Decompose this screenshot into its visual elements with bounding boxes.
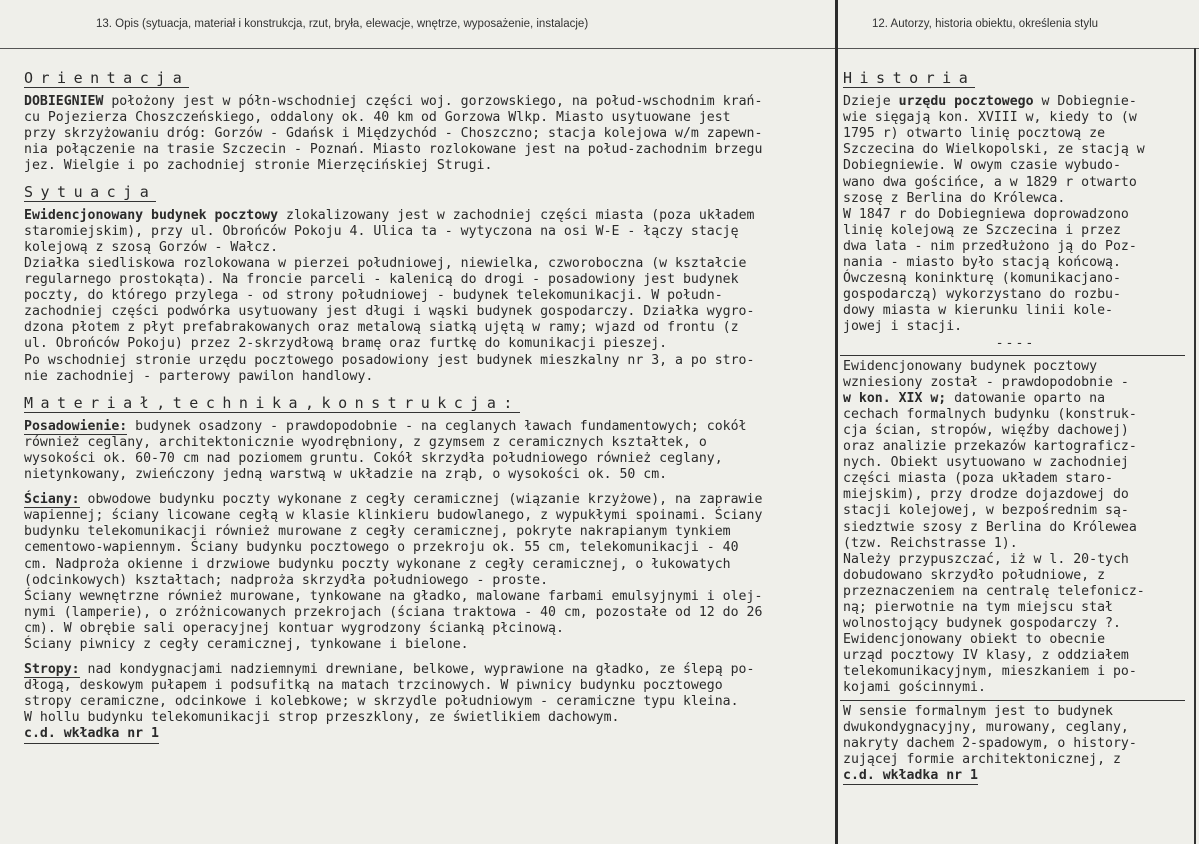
text-line: regularnego prostokąta). Na froncie parceli - kalenicą do drogi - posadowiony jest budynek <box>24 272 739 288</box>
text-line: 1795 r) otwarto linię pocztową ze <box>843 126 1106 142</box>
text-line: Działka siedliskowa rozlokowana w pierzei południowej, niewielka, czworoboczna (w kształcie <box>24 255 747 271</box>
left-column-header: 13. Opis (sytuacja, materiał i konstrukcja, rzut, bryła, elewacje, wnętrze, wyposażenie, instalacje) <box>96 18 589 30</box>
posadowienie-text <box>24 419 824 483</box>
post-office-label: urzędu pocztowego <box>898 94 1034 110</box>
text-line: Należy przypuszczać, iż w l. 20-tych <box>843 551 1129 567</box>
text-line: dzona płotem z płyt prefabrakowanych oraz metalową siatką ujętą w ramy; wjazd od frontu (z <box>24 320 739 336</box>
town-name: DOBIEGNIEW <box>24 94 104 110</box>
text-fragment: Dzieje <box>843 94 899 110</box>
continuation-note-right: c.d. wkładka nr 1 <box>843 768 978 785</box>
text-line: wie sięgają kon. XVIII w, kiedy to (w <box>843 110 1137 126</box>
text-line: szosę z Berlina do Królewca. <box>843 190 1066 206</box>
text-line: nad kondygnacjami nadziemnymi drewniane, belkowe, wyprawione na gładko, ze ślepą po- <box>79 662 755 678</box>
text-fragment: w Dobiegnie- <box>1033 94 1137 110</box>
text-line: nakryty dachem 2-spadowym, o history- <box>843 735 1137 751</box>
text-line: zującej formie architektonicznej, z <box>843 751 1121 767</box>
text-line: cementowo-wapiennym. Ściany budynku pocztowego o przekroju ok. 55 cm, telekomunikacji - 40 <box>24 540 739 556</box>
text-line: staromiejskim), przy ul. Obrońców Pokoju 4. Ulica ta - wytyczona na osi W-E - łączy stację <box>24 223 739 239</box>
sciany-label: Ściany: <box>24 492 80 508</box>
separator-rule <box>840 700 1185 701</box>
column-divider <box>835 0 838 844</box>
orientacja-text <box>24 94 824 174</box>
text-line: wysokości ok. 60-70 cm nad poziomem gruntu. Cokół skrzydła południowego również ceglany, <box>24 450 723 466</box>
text-line: oraz analizie przekazów kartograficz- <box>843 439 1137 455</box>
posadowienie-label: Posadowienie: <box>24 418 128 434</box>
text-line: poczty, do którego przylega - od strony południowej - budynek telekomunikacji. W połudn- <box>24 288 723 304</box>
text-line: Ściany piwnicy z cegły ceramicznej, tynkowane i bielone. <box>24 637 469 652</box>
text-line: części miasta (poza układem staro- <box>843 471 1113 487</box>
text-line: cja ścian, stropów, więźby dachowej) <box>843 422 1129 438</box>
text-line: ul. Obrońców Pokoju) przez 2-skrzydłową bramę oraz furtkę do komunikacji pieszej. <box>24 336 668 352</box>
historia-text <box>843 94 1188 785</box>
text-line: telekomunikacyjnym, mieszkaniem i po- <box>843 664 1137 680</box>
description-column <box>24 70 824 744</box>
text-line: gospodarczą) wykorzystano do rozbu- <box>843 287 1121 303</box>
text-line: zachodniej części podwórka usytuowany jest długi i wąski budynek gospodarczy. Działka wygro- <box>24 304 755 320</box>
text-line: nych. Obiekt usytuowano w zachodniej <box>843 455 1129 471</box>
text-line: również ceglany, architektonicznie wyodrębniony, z gzymsem z ceramicznych kształtek, o <box>24 434 707 450</box>
history-column <box>843 70 1188 785</box>
section-title-orientacja: Orientacja <box>24 69 190 87</box>
text-line: urząd pocztowy IV klasy, z oddziałem <box>843 648 1129 664</box>
text-line: cm. Nadproża okienne i drzwiowe budynku poczty wykonane z cegły ceramicznej, o łukowatych <box>24 556 731 572</box>
section-title-material: Materiał,technika,konstrukcja: <box>24 393 520 412</box>
text-line: wapiennej; ściany licowane cegłą w klasie klinkieru budowlanego, z wypukłymi spoinami. Ściany <box>24 508 763 524</box>
right-column-header: 12. Autorzy, historia obiektu, określenia stylu <box>872 18 1099 30</box>
text-line: nymi (lamperie), o zróżnicowanych przekrojach (ściana traktowa - 40 cm, pozostałe od 12 do 26 <box>24 604 763 620</box>
text-fragment: datowanie oparto na <box>946 390 1106 406</box>
text-line: (odcinkowych) kształtach; nadproża skrzydła południowego - proste. <box>24 572 549 588</box>
text-line: stacji kolejowej, w bezpośrednim są- <box>843 503 1129 519</box>
text-line: jowej i stacji. <box>843 319 963 335</box>
separator-dashes: ---- <box>995 335 1036 351</box>
dating-label: w kon. XIX w; <box>843 390 947 406</box>
text-line: zlokalizowany jest w zachodniej części miasta (poza układem <box>278 207 755 223</box>
text-line: kolejową z szosą Gorzów - Wałcz. <box>24 239 279 255</box>
text-line: przeznaczeniem na centralę telefonicz- <box>843 583 1145 599</box>
text-line: nia połączenie na trasie Szczecin - Poznań. Miasto rozlokowane jest na połud-zachodnim brzegu <box>24 142 763 158</box>
text-line: miejskim), przy drodze dojazdowej do <box>843 487 1129 503</box>
text-line: (tzw. Reichstrasse 1). <box>843 535 1018 551</box>
text-line: W hollu budynku telekomunikacji strop przeszklony, ze świetlikiem dachowym. <box>24 710 620 726</box>
text-line: położony jest w półn-wschodniej części woj. gorzowskiego, na połud-wschodnim krań- <box>103 94 763 110</box>
separator-rule <box>840 355 1185 356</box>
text-line: cechach formalnych budynku (konstruk- <box>843 406 1137 422</box>
header-rule <box>0 48 1199 49</box>
text-line: linię kolejową ze Szczecina i przez <box>843 222 1121 238</box>
text-line: dowy miasta w kierunku linii kole- <box>843 303 1113 319</box>
text-line: nania - miasto było stacją końcową. <box>843 255 1121 271</box>
text-line: W 1847 r do Dobiegniewa doprowadzono <box>843 206 1129 222</box>
text-line: ną; pierwotnie na tym miejscu stał <box>843 600 1113 615</box>
text-line: W sensie formalnym jest to budynek <box>843 703 1113 719</box>
text-line: cm). W obrębie sali operacyjnej kontuar wygrodzony ścianką płcinową. <box>24 620 564 636</box>
text-line: wano dwa gościńce, a w 1829 r otwarto <box>843 174 1137 190</box>
text-line: Ewidencjonowany obiekt to obecnie <box>843 632 1106 648</box>
text-line: stropy ceramiczne, odcinkowe i kolebkowe; w skrzydle południowym - ceramiczne typu kleina. <box>24 694 739 710</box>
continuation-note-left: c.d. wkładka nr 1 <box>24 726 159 743</box>
text-line: Po wschodniej stronie urzędu pocztowego posadowiony jest budynek mieszkalny nr 3, a po stro- <box>24 352 755 368</box>
text-line: obwodowe budynku poczty wykonane z cegły ceramicznej (wiązanie krzyżowe), na zaprawie <box>79 492 763 508</box>
text-line: dobudowano skrzydło południowe, z <box>843 567 1106 583</box>
text-line: jez. Wielgie i po zachodniej stronie Mierzęcińskiej Strugi. <box>24 158 493 174</box>
text-line: przy skrzyżowaniu dróg: Gorzów - Gdańsk i Międzychód - Choszczno; stacja kolejowa w/m zapewn- <box>24 126 763 142</box>
text-line: Ewidencjonowany budynek pocztowy <box>843 358 1098 374</box>
sytuacja-text <box>24 208 824 385</box>
right-frame-border <box>1194 48 1196 844</box>
text-line: nietynkowany, zwieńczony jedną warstwą w układzie na zrąb, o wysokości ok. 50 cm. <box>24 467 668 483</box>
text-line: cu Pojezierza Choszczeńskiego, oddalony ok. 40 km od Gorzowa Wlkp. Miasto usytuowane jest <box>24 110 731 126</box>
text-line: Dobiegniewie. W owym czasie wybudo- <box>843 158 1121 174</box>
text-line: dwa lata - nim przedłużono ją do Poz- <box>843 238 1137 254</box>
stropy-label: Stropy: <box>24 662 80 678</box>
text-line: Ściany wewnętrzne również murowane, tynkowane na gładko, malowane farbami emulsyjnymi i olej- <box>24 588 763 604</box>
text-line: wzniesiony został - prawdopodobnie - <box>843 374 1129 390</box>
text-line: nie zachodniej - parterowy pawilon handlowy. <box>24 368 374 384</box>
text-line: Szczecina do Wielkopolski, ze stacją w <box>843 142 1145 158</box>
text-line: Ówczesną koninkturę (komunikacjano- <box>843 271 1121 287</box>
text-line: budynek osadzony - prawdopodobnie - na ceglanych ławach fundamentowych; cokół <box>127 418 747 434</box>
text-line: dwukondygnacyjny, murowany, ceglany, <box>843 719 1129 735</box>
text-line: budynku telekomunikacji również murowane z cegły ceramicznej, pokryte nakrapianym tynkiem <box>24 524 731 540</box>
building-label: Ewidencjonowany budynek pocztowy <box>24 207 279 223</box>
stropy-text <box>24 662 824 743</box>
text-line: dłogą, deskowym pułapem i podsufitką na matach trzcinowych. W piwnicy budynku pocztowego <box>24 678 723 694</box>
text-line: kojami gościnnymi. <box>843 680 986 696</box>
section-title-historia: Historia <box>843 69 976 87</box>
text-line: siedztwie szosy z Berlina do Królewea <box>843 519 1137 535</box>
section-title-sytuacja: Sytuacja <box>24 182 157 201</box>
sciany-text <box>24 492 824 653</box>
text-line: wolnostojący budynek gospodarczy ?. <box>843 616 1121 632</box>
